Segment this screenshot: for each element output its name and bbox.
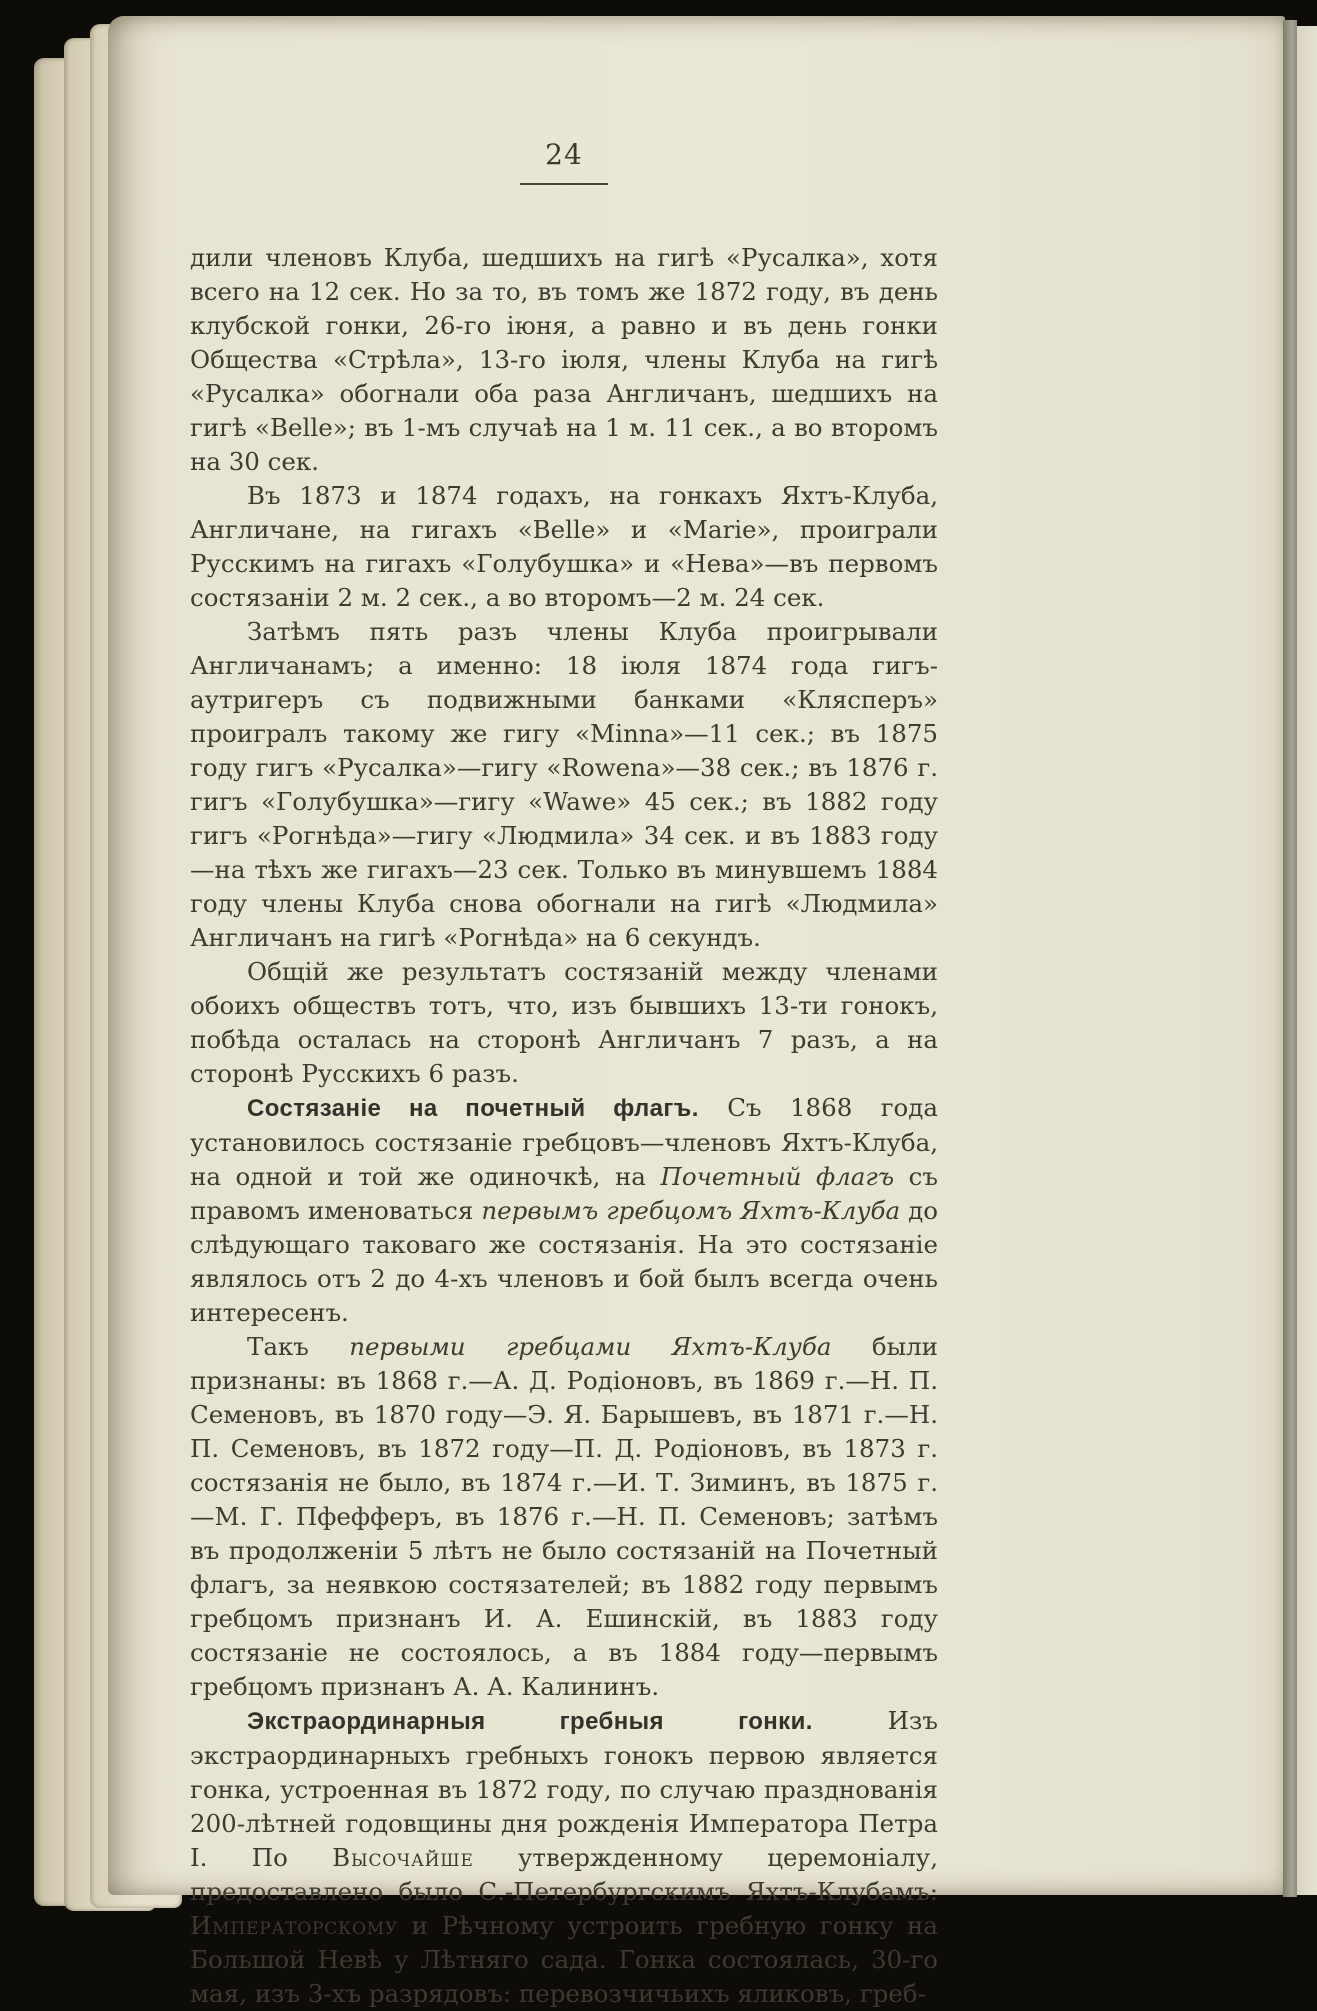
book-page [108,16,1285,2008]
text-segment: Съ 1868 года установилось состязаніе гребцовъ—членовъ Яхтъ-Клуба, на одной и той же одиночкѣ, на [190,1093,938,1191]
text-segment: Такъ [247,1332,350,1361]
paragraph [190,241,938,479]
paragraph [190,1704,938,2011]
text-segment: Затѣмъ пять разъ члены Клуба проигрывали Англичанамъ; а именно: 18 іюля 1874 года гигъ-аутригеръ съ подвижными банками «Клясперъ» проигралъ такому же гигу «Minna»—11 сек.; въ 1875 году гигъ «Русалка»—гигу «Rowena»—38 сек.; въ 1876 г. гигъ «Голубушка»—гигу «Wawe» 45 сек.; въ 1882 году гигъ «Рогнѣда»—гигу «Людмила» 34 сек. и въ 1883 году—на тѣхъ же гигахъ—23 сек. Только въ минувшемъ 1884 году члены Клуба снова обогнали на гигѣ «Людмила» Англичанъ на гигѣ «Рогнѣда» на 6 секундъ. [190,617,938,952]
section-heading: Состязаніе на почетный флагъ. [247,1095,699,1122]
text-segment: Въ 1873 и 1874 годахъ, на гонкахъ Яхтъ-Клуба, Англичане, на гигахъ «Belle» и «Marie», проиграли Русскимъ на гигахъ «Голубушка» и «Нева»—въ первомъ состязаніи 2 м. 2 сек., а во второмъ—2 м. 24 сек. [190,481,938,612]
paragraph [190,615,938,955]
next-page-edge [1297,26,1317,1895]
page-number: 24 [545,138,583,171]
text-segment: дили членовъ Клуба, шедшихъ на гигѣ «Русалка», хотя всего на 12 сек. Но за то, въ томъ же 1872 году, въ день клубской гонки, 26-го іюня, а равно и въ день гонки Общества «Стрѣла», 13-го іюля, члены Клуба на гигѣ «Русалка» обогнали оба раза Англичанъ, шедшихъ на гигѣ «Belle»; въ 1-мъ случаѣ на 1 м. 11 сек., а во второмъ на 30 сек. [190,243,938,476]
text-segment: утвержденному церемоніалу, предоставлено было С.-Петербургскимъ Яхтъ-Клубамъ: [190,1843,938,1906]
text-segment: Почетный флагъ [660,1162,895,1191]
paragraph [190,1091,938,1330]
section-heading: Экстраординарныя гребныя гонки. [247,1708,813,1735]
page-number-rule [520,183,608,185]
text-segment: первыми гребцами Яхтъ-Клуба [349,1332,832,1361]
paragraph [190,955,938,1091]
text-segment: съ правомъ именоваться [190,1162,938,1225]
paragraph [190,1330,938,1704]
text-segment: были признаны: въ 1868 г.—А. Д. Родіоновъ, въ 1869 г.—Н. П. Семеновъ, въ 1870 году—Э. Я. Барышевъ, въ 1871 г.—Н. П. Семеновъ, въ 1872 году—П. Д. Родіоновъ, въ 1873 г. состязанія не было, въ 1874 г.—И. Т. Зиминъ, въ 1875 г.—М. Г. Пфефферъ, въ 1876 г.—Н. П. Семеновъ; затѣмъ въ продолженіи 5 лѣтъ не было состязаній на Почетный флагъ, за неявкою состязателей; въ 1882 году первымъ гребцомъ признанъ И. А. Ешинскій, въ 1883 году состязаніе не состоялось, а въ 1884 году—первымъ гребцомъ признанъ А. А. Калининъ. [190,1332,939,1701]
text-segment: Императорскому [190,1911,399,1940]
text-segment: Общій же результатъ состязаній между членами обоихъ обществъ тотъ, что, изъ бывшихъ 13-ти гонокъ, побѣда осталась на сторонѣ Англичанъ 7 разъ, а на сторонѣ Русскихъ 6 разъ. [190,957,938,1088]
page-gap-shadow [1283,20,1297,1897]
text-block [190,241,938,2011]
text-segment: и Рѣчному устроить гребную гонку на Большой Невѣ у Лѣтняго сада. Гонка состоялась, 30-го мая, изъ 3-хъ разрядовъ: перевозчичьихъ яликовъ, греб- [190,1911,938,2008]
paragraph [190,479,938,615]
text-segment: Изъ экстраординарныхъ гребныхъ гонокъ первою является гонка, устроенная въ 1872 году, по случаю празднованія 200-лѣтней годовщины дня рожденія Императора Петра I. По [190,1706,938,1872]
text-segment: Высочайше [332,1843,474,1872]
page-content [190,138,938,2011]
text-segment: первымъ гребцомъ Яхтъ-Клуба [481,1196,901,1225]
text-segment: до слѣдующаго таковаго же состязанія. На это состязаніе являлось отъ 2 до 4-хъ членовъ и бой былъ всегда очень интересенъ. [190,1196,938,1327]
